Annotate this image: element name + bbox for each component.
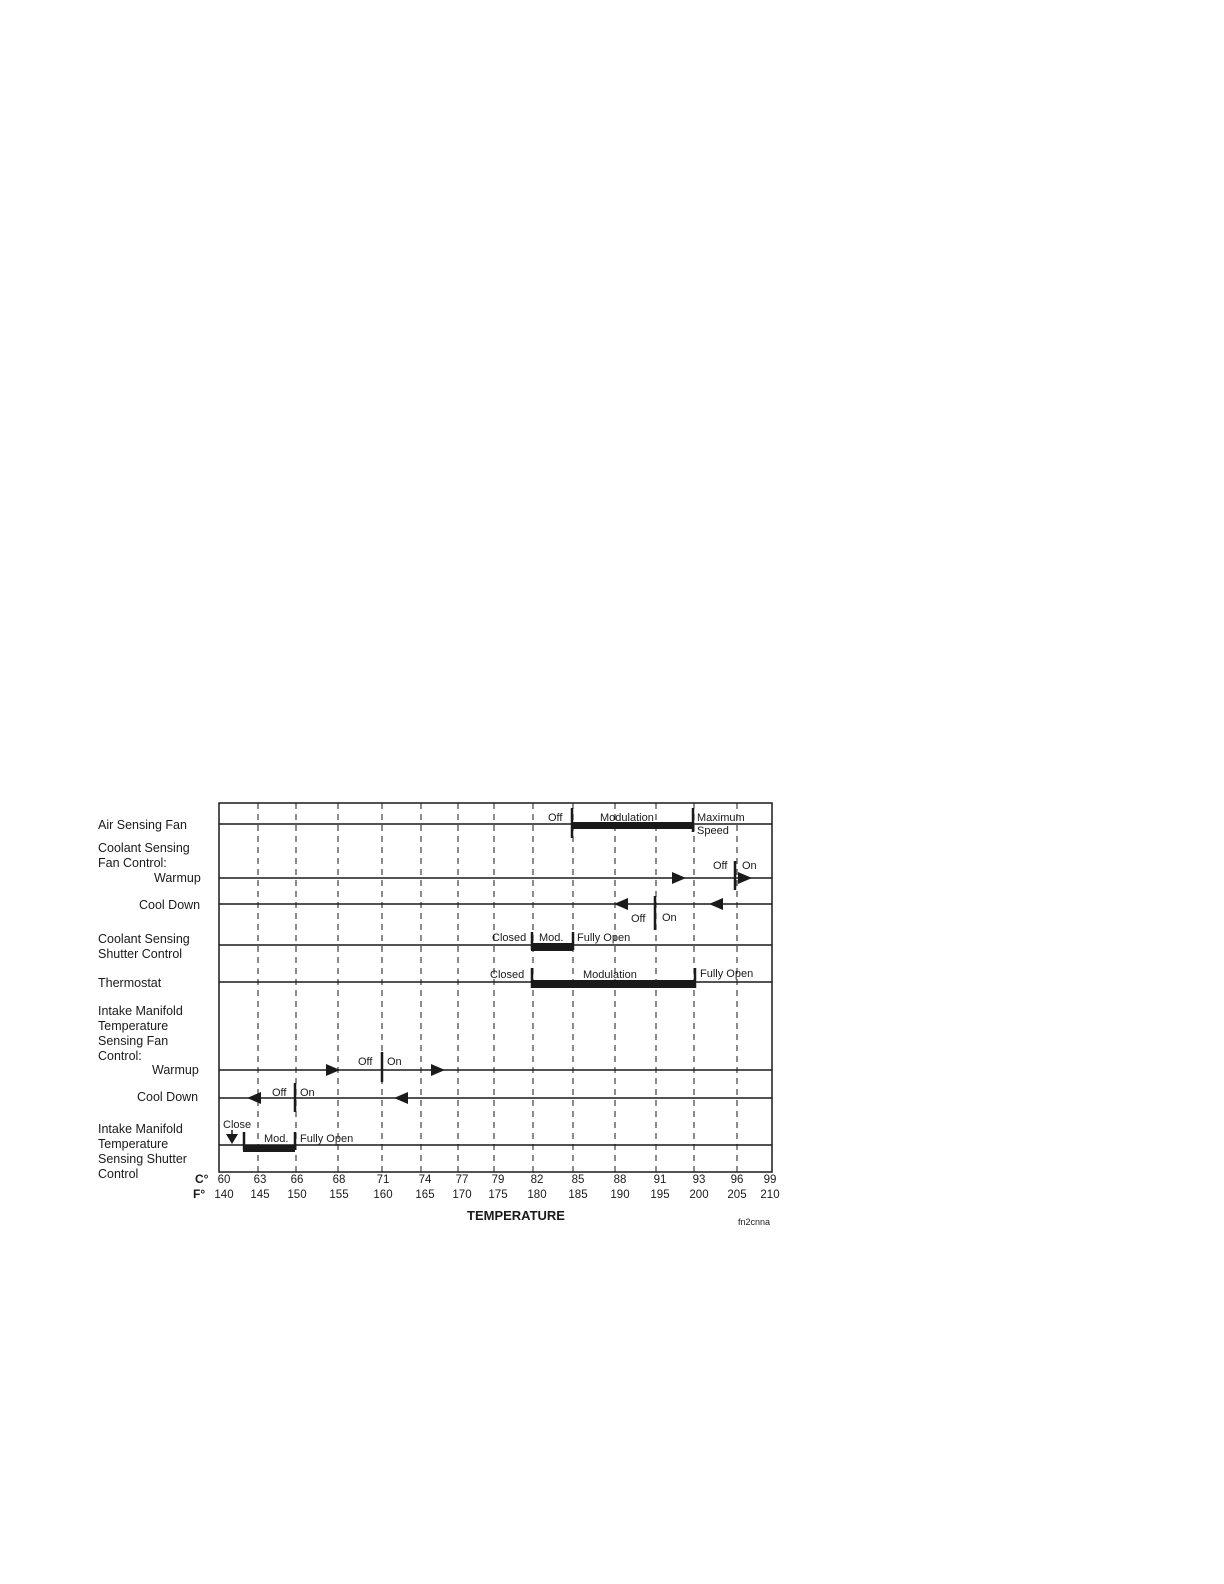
intake-cooldown-on-text: On xyxy=(300,1087,315,1099)
intake-shutter-mod-bar xyxy=(243,1145,295,1152)
celsius-tick-91: 91 xyxy=(653,1174,667,1186)
celsius-tick-96: 96 xyxy=(730,1174,744,1186)
intake-shutter-close-arrow xyxy=(226,1134,238,1144)
fahrenheit-tick-140: 140 xyxy=(214,1189,234,1201)
celsius-tick-99: 99 xyxy=(763,1174,777,1186)
label-intake-shutter-line1: Intake Manifold xyxy=(98,1122,183,1136)
label-air-sensing-fan: Air Sensing Fan xyxy=(98,818,187,832)
fahrenheit-tick-195: 195 xyxy=(650,1189,670,1201)
celsius-tick-85: 85 xyxy=(571,1174,585,1186)
fahrenheit-tick-175: 175 xyxy=(488,1189,508,1201)
intake-warmup-arrow-2 xyxy=(431,1064,445,1076)
intake-shutter-close-text: Close xyxy=(223,1119,252,1131)
celsius-tick-88: 88 xyxy=(613,1174,627,1186)
intake-cooldown-off-text: Off xyxy=(272,1087,287,1099)
air-fan-off-text: Off xyxy=(548,812,563,824)
label-thermostat: Thermostat xyxy=(98,976,162,990)
intake-cooldown-arrow-2 xyxy=(394,1092,408,1104)
intake-cooldown-arrow-1 xyxy=(247,1092,261,1104)
coolant-cooldown-arrow-2 xyxy=(709,898,723,910)
coolant-shutter-mod-bar xyxy=(531,943,573,951)
coolant-warmup-arrow-2 xyxy=(738,872,752,884)
fahrenheit-tick-210: 210 xyxy=(760,1189,780,1201)
label-coolant-shutter-line2: Shutter Control xyxy=(98,947,183,961)
label-coolant-shutter-line1: Coolant Sensing xyxy=(98,932,190,946)
figure-code: fn2cnna xyxy=(738,1217,771,1227)
intake-warmup-off-text: Off xyxy=(358,1056,373,1068)
intake-warmup-on-text: On xyxy=(387,1056,402,1068)
celsius-tick-68: 68 xyxy=(332,1174,346,1186)
celsius-tick-71: 71 xyxy=(376,1174,390,1186)
fahrenheit-tick-200: 200 xyxy=(689,1189,709,1201)
thermostat-modulation-text: Modulation xyxy=(583,969,637,981)
coolant-shutter-mod-text: Mod. xyxy=(539,932,564,944)
fahrenheit-tick-160: 160 xyxy=(373,1189,393,1201)
label-intake-fan-line1: Intake Manifold xyxy=(98,1004,183,1018)
air-fan-maximum-text: Maximum xyxy=(697,812,745,824)
intake-shutter-mod-text: Mod. xyxy=(264,1133,289,1145)
fahrenheit-tick-165: 165 xyxy=(415,1189,435,1201)
label-intake-shutter-line3: Sensing Shutter xyxy=(98,1152,187,1166)
celsius-tick-74: 74 xyxy=(418,1174,432,1186)
coolant-cooldown-arrow-1 xyxy=(614,898,628,910)
celsius-tick-79: 79 xyxy=(491,1174,505,1186)
celsius-tick-77: 77 xyxy=(455,1174,469,1186)
coolant-cooldown-on-text: On xyxy=(662,912,677,924)
label-intake-cool-down: Cool Down xyxy=(137,1090,199,1104)
fahrenheit-unit-label: F° xyxy=(193,1187,206,1201)
coolant-warmup-arrow-1 xyxy=(672,872,686,884)
fahrenheit-tick-labels xyxy=(214,1189,779,1201)
coolant-cooldown-off-text: Off xyxy=(631,913,646,925)
fahrenheit-tick-155: 155 xyxy=(329,1189,349,1201)
air-fan-speed-text: Speed xyxy=(697,825,729,837)
fahrenheit-tick-145: 145 xyxy=(250,1189,270,1201)
intake-shutter-fully-open-text: Fully Open xyxy=(300,1133,354,1145)
label-intake-shutter-line2: Temperature xyxy=(98,1137,169,1151)
label-coolant-fan-control-line2: Fan Control: xyxy=(98,856,167,870)
fahrenheit-tick-185: 185 xyxy=(568,1189,588,1201)
axis-title: TEMPERATURE xyxy=(467,1208,565,1223)
label-coolant-warmup: Warmup xyxy=(154,871,201,885)
intake-warmup-arrow-1 xyxy=(326,1064,340,1076)
celsius-tick-66: 66 xyxy=(290,1174,304,1186)
label-coolant-fan-control-line1: Coolant Sensing xyxy=(98,841,190,855)
fahrenheit-tick-205: 205 xyxy=(727,1189,747,1201)
celsius-unit-label: C° xyxy=(195,1172,209,1186)
coolant-shutter-closed-text: Closed xyxy=(492,932,527,944)
thermostat-modulation-bar xyxy=(532,980,695,988)
coolant-warmup-on-text: On xyxy=(742,860,757,872)
fahrenheit-tick-180: 180 xyxy=(527,1189,547,1201)
coolant-warmup-off-text: Off xyxy=(713,860,728,872)
fahrenheit-tick-190: 190 xyxy=(610,1189,630,1201)
celsius-tick-82: 82 xyxy=(530,1174,544,1186)
label-coolant-cool-down: Cool Down xyxy=(139,898,201,912)
label-intake-fan-line3: Sensing Fan xyxy=(98,1034,169,1048)
fahrenheit-tick-170: 170 xyxy=(452,1189,472,1201)
celsius-tick-63: 63 xyxy=(253,1174,267,1186)
celsius-tick-60: 60 xyxy=(217,1174,231,1186)
coolant-shutter-fully-open-text: Fully Open xyxy=(577,932,631,944)
thermostat-closed-text: Closed xyxy=(490,969,525,981)
label-intake-fan-line4: Control: xyxy=(98,1049,142,1063)
celsius-tick-labels xyxy=(218,1174,777,1186)
label-intake-warmup: Warmup xyxy=(152,1063,199,1077)
thermostat-fully-open-text: Fully Open xyxy=(700,968,754,980)
label-intake-shutter-line4: Control xyxy=(98,1167,139,1181)
label-intake-fan-line2: Temperature xyxy=(98,1019,169,1033)
celsius-tick-93: 93 xyxy=(692,1174,706,1186)
air-fan-modulation-text: Modulation xyxy=(600,812,654,824)
fahrenheit-tick-150: 150 xyxy=(287,1189,307,1201)
